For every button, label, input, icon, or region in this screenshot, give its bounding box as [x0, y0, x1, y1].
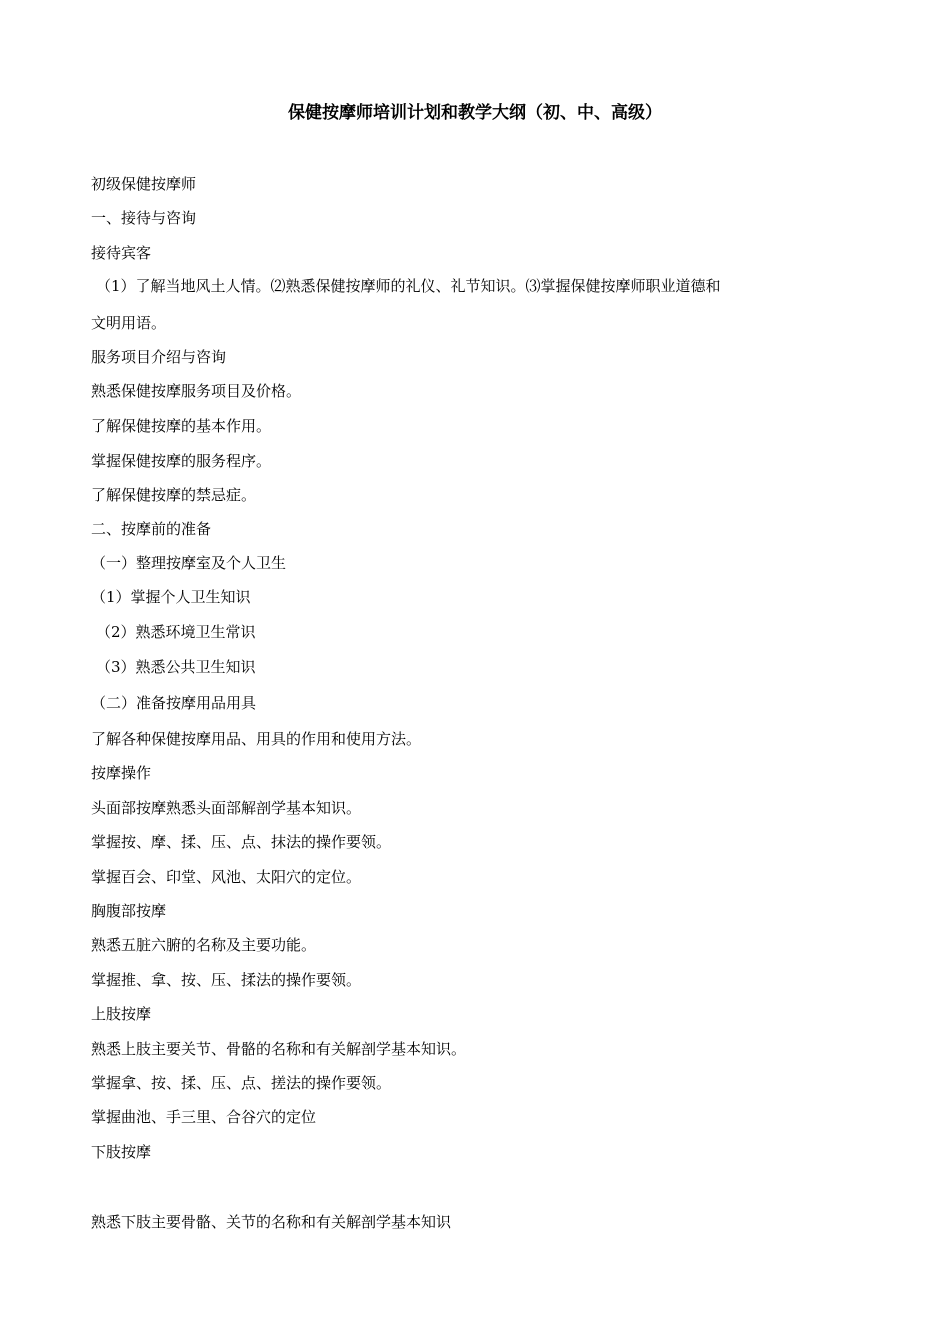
text-line: 掌握曲池、手三里、合谷穴的定位	[91, 1108, 317, 1126]
text-line: （2）熟悉环境卫生常识	[96, 623, 256, 641]
text-line: （1）了解当地风土人情。⑵熟悉保健按摩师的礼仪、礼节知识。⑶掌握保健按摩师职业道德和	[96, 277, 721, 295]
text-line: 了解保健按摩的基本作用。	[91, 417, 272, 435]
text-line: 二、按摩前的准备	[91, 520, 212, 538]
text-line: 掌握推、拿、按、压、揉法的操作要领。	[91, 971, 362, 989]
text-line: 熟悉上肢主要关节、骨骼的名称和有关解剖学基本知识。	[91, 1040, 467, 1058]
text-line: 下肢按摩	[91, 1143, 152, 1161]
text-line: 按摩操作	[91, 764, 152, 782]
text-line: 一、接待与咨询	[91, 209, 197, 227]
text-line: 胸腹部按摩	[91, 902, 167, 920]
text-line: （1）掌握个人卫生知识	[91, 588, 251, 606]
text-line: （二）准备按摩用品用具	[91, 694, 257, 712]
text-line: 头面部按摩熟悉头面部解剖学基本知识。	[91, 799, 362, 817]
text-line: 熟悉五脏六腑的名称及主要功能。	[91, 936, 317, 954]
text-line: 了解各种保健按摩用品、用具的作用和使用方法。	[91, 730, 422, 748]
text-line: 服务项目介绍与咨询	[91, 348, 227, 366]
text-line: 接待宾客	[91, 244, 152, 262]
document-title: 保健按摩师培训计划和教学大纲（初、中、高级）	[288, 103, 662, 123]
text-line: 熟悉保健按摩服务项目及价格。	[91, 382, 302, 400]
text-line: 上肢按摩	[91, 1005, 152, 1023]
text-line: 掌握百会、印堂、风池、太阳穴的定位。	[91, 868, 362, 886]
text-line: 了解保健按摩的禁忌症。	[91, 486, 257, 504]
text-line: （一）整理按摩室及个人卫生	[91, 554, 287, 572]
text-line: 文明用语。	[91, 314, 167, 332]
text-line: 初级保健按摩师	[91, 175, 197, 193]
text-line: 掌握按、摩、揉、压、点、抹法的操作要领。	[91, 833, 392, 851]
text-line: 掌握拿、按、揉、压、点、搓法的操作要领。	[91, 1074, 392, 1092]
text-line: 掌握保健按摩的服务程序。	[91, 452, 272, 470]
text-line: 熟悉下肢主要骨骼、关节的名称和有关解剖学基本知识	[91, 1213, 452, 1231]
text-line: （3）熟悉公共卫生知识	[96, 658, 256, 676]
